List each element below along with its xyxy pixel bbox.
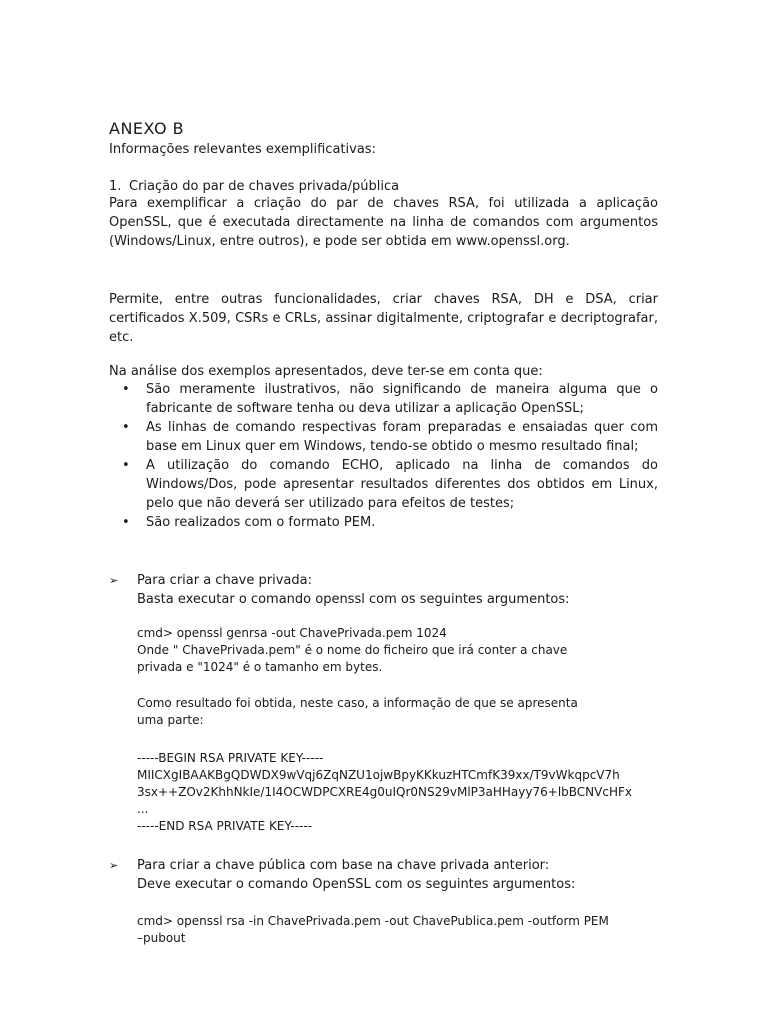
list-item-text: A utilização do comando ECHO, aplicado na linha de comandos do Windows/Dos, pode apresentar resultados diferentes dos obtidos em Linux, pelo que não deverá ser utilizado para efeitos de testes; <box>146 458 658 511</box>
public-key-heading: Para criar a chave pública com base na chave privada anterior: <box>137 858 550 873</box>
list-item <box>109 418 658 456</box>
bullet-icon: • <box>122 515 130 530</box>
private-key-command-block <box>137 625 662 676</box>
list-item <box>109 380 658 418</box>
key-begin-line: -----BEGIN RSA PRIVATE KEY----- <box>137 751 324 765</box>
result-line: uma parte: <box>137 713 204 727</box>
paragraph-intro: Para exemplificar a criação do par de chaves RSA, foi utilizada a aplicação OpenSSL, que é executada directamente na linha de comandos com argumentos (Windows/Linux, entre outros), e pode ser obtida em www.openssl.org. <box>109 196 658 249</box>
public-key-instruction: Deve executar o comando OpenSSL com os seguintes argumentos: <box>137 877 576 892</box>
section-number: 1. <box>109 179 122 194</box>
public-key-block <box>109 856 669 894</box>
list-item-text: As linhas de comando respectivas foram preparadas e ensaiadas quer com base em Linux quer em Windows, tendo-se obtido o mesmo resultado final; <box>146 420 658 454</box>
annex-subtitle: Informações relevantes exemplificativas: <box>109 142 376 157</box>
public-key-command-continuation: –pubout <box>137 931 186 945</box>
list-item-text: São realizados com o formato PEM. <box>146 515 376 530</box>
key-data-line: 3sx++ZOv2KhhNkIe/1I4OCWDPCXRE4g0uIQr0NS29vMlP3aHHayy76+lbBCNVcHFx <box>137 785 632 799</box>
paragraph-features: Permite, entre outras funcionalidades, criar chaves RSA, DH e DSA, criar certificados X.509, CSRs e CRLs, assinar digitalmente, criptografar e decriptografar, etc. <box>109 292 658 345</box>
result-line: Como resultado foi obtida, neste caso, a informação de que se apresenta <box>137 696 578 710</box>
annex-title: ANEXO B <box>109 119 185 138</box>
section-heading <box>109 179 399 194</box>
private-key-block <box>109 571 669 609</box>
list-item <box>109 513 658 532</box>
list-item-text: São meramente ilustrativos, não significando de maneira alguma que o fabricante de software tenha ou deva utilizar a aplicação OpenSSL; <box>146 382 658 416</box>
list-item <box>109 456 658 513</box>
explanation-line: privada e "1024" é o tamanho em bytes. <box>137 660 383 674</box>
paragraph-analysis: Na análise dos exemplos apresentados, deve ter-se em conta que: <box>109 364 543 379</box>
key-end-line: -----END RSA PRIVATE KEY----- <box>137 819 313 833</box>
bullet-icon: • <box>122 458 130 473</box>
key-ellipsis: ... <box>137 802 149 816</box>
private-key-heading: Para criar a chave privada: <box>137 573 312 588</box>
public-key-command: cmd> openssl rsa -in ChavePrivada.pem -out ChavePublica.pem -outform PEM <box>137 914 609 928</box>
arrow-icon: ➢ <box>109 859 119 872</box>
notes-list <box>109 380 658 532</box>
bullet-icon: • <box>122 420 130 435</box>
result-block <box>137 695 662 729</box>
private-key-command: cmd> openssl genrsa -out ChavePrivada.pem 1024 <box>137 626 447 640</box>
public-key-command-block <box>137 913 662 947</box>
section-heading-text: Criação do par de chaves privada/pública <box>129 179 400 194</box>
key-data-line: MIICXgIBAAKBgQDWDX9wVqj6ZqNZU1ojwBpyKKkuzHTCmfK39xx/T9vWkqpcV7h <box>137 768 620 782</box>
private-key-instruction: Basta executar o comando openssl com os seguintes argumentos: <box>137 592 570 607</box>
bullet-icon: • <box>122 382 130 397</box>
private-key-output <box>137 750 662 835</box>
arrow-icon: ➢ <box>109 574 119 587</box>
explanation-line: Onde " ChavePrivada.pem" é o nome do ficheiro que irá conter a chave <box>137 643 568 657</box>
